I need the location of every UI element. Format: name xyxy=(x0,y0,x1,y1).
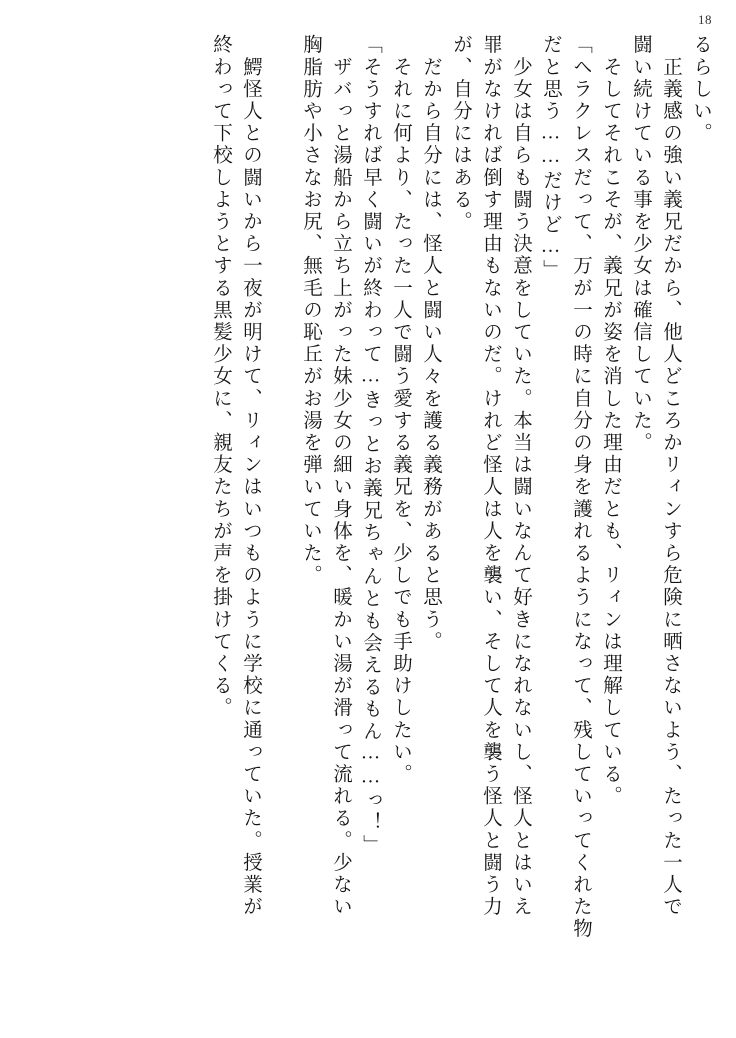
text-line: 「ヘラクレスだって、万が一の時に自分の身を護れるようになって、残していってくれた物 xyxy=(570,34,591,941)
text-line: そしてそれこそが、義兄が姿を消した理由だとも、リィンは理解している。 xyxy=(600,34,621,808)
text-line: それに何より、たった一人で闘う愛する義兄を、少しでも手助けしたい。 xyxy=(390,34,411,786)
text-line: 終わって下校しようとする黒髪少女に、親友たちが声を掛けてくる。 xyxy=(210,34,231,720)
text-line: 少女は自らも闘う決意をしていた。本当は闘いなんて好きになれないし、怪人とはいえ xyxy=(510,34,531,918)
page-number: 18 xyxy=(698,12,712,27)
text-line: 胸脂肪や小さなお尻、無毛の恥丘がお湯を弾いていた。 xyxy=(300,34,321,587)
text-line: ザバっと湯船から立ち上がった妹少女の細い身体を、暖かい湯が滑って流れる。少ない xyxy=(330,34,351,918)
text-line: だから自分には、怪人と闘い人々を護る義務があると思う。 xyxy=(420,34,441,653)
text-line: るらしい。 xyxy=(690,34,711,145)
text-line: 闘い続けている事を少女は確信していた。 xyxy=(630,34,651,454)
text-line: 正義感の強い義兄だから、他人どころかリィンすら危険に晒さないよう、たった一人で xyxy=(660,34,681,918)
text-line: 「そうすれば早く闘いが終わって…きっとお義兄ちゃんとも会えるもん……っ！」 xyxy=(360,34,381,857)
text-line: が、自分にはある。 xyxy=(450,34,471,233)
text-line-blank xyxy=(260,34,290,1020)
text-line: 鰐怪人との闘いから一夜が明けて、リィンはいつものように学校に通っていた。授業が xyxy=(240,34,261,918)
vertical-text-body xyxy=(60,34,710,1020)
text-line: だと思う……だけど…」 xyxy=(540,34,561,282)
text-line: 罪がなければ倒す理由もないのだ。けれど怪人は人を襲い、そして人を襲う怪人と闘う力 xyxy=(480,34,501,918)
